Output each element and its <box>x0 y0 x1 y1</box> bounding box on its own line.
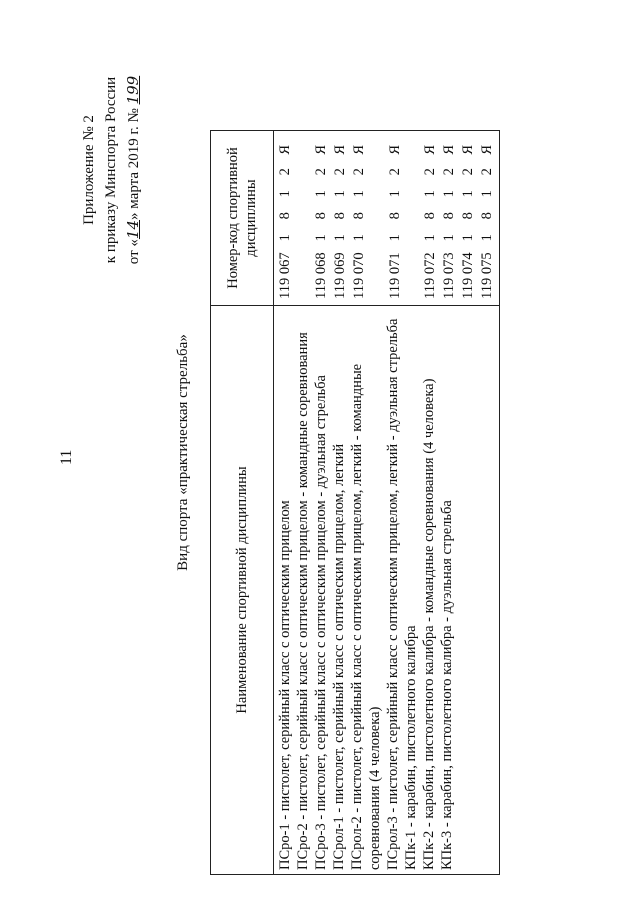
code-part: 8 <box>313 212 329 220</box>
discipline-code <box>350 137 369 299</box>
code-part: 071 <box>387 252 403 275</box>
code-part: 8 <box>441 212 457 220</box>
discipline-name: ПСро-2 - пистолет, серийный класс с оптическим прицелом - командные соревнования <box>295 332 311 870</box>
code-part: 1 <box>277 190 293 198</box>
discipline-code <box>421 137 440 299</box>
discipline-name: КПк-1 - карабин, пистолетного калибра <box>403 625 419 870</box>
code-part: 119 <box>387 277 403 299</box>
code-part: 119 <box>460 277 476 299</box>
code-part: 1 <box>277 234 293 242</box>
code-part: Я <box>351 144 367 155</box>
code-part: 8 <box>422 212 438 220</box>
code-part: 1 <box>479 234 495 242</box>
code-part: 1 <box>332 234 348 242</box>
header-discipline-code: Номер-код спортивной дисциплины <box>211 131 274 306</box>
code-part: 2 <box>332 168 348 176</box>
code-part: 8 <box>387 212 403 220</box>
discipline-name: ПСро-3 - пистолет, серийный класс с оптическим прицелом - дуэльная стрельба <box>313 375 329 870</box>
code-part: 2 <box>313 168 329 176</box>
appendix-title: Приложение № 2 <box>81 115 97 225</box>
code-part: 2 <box>351 168 367 176</box>
discipline-name: ПСро-1 - пистолет, серийный класс с оптическим прицелом <box>277 500 293 870</box>
code-part: 119 <box>277 277 293 299</box>
code-part: 8 <box>351 212 367 220</box>
code-part: 075 <box>479 252 495 275</box>
code-part: 1 <box>479 190 495 198</box>
appendix-block <box>78 10 145 330</box>
code-part: Я <box>387 144 403 155</box>
appendix-order-ref: к приказу Минспорта России <box>103 76 119 264</box>
code-part: 1 <box>441 234 457 242</box>
code-part: 1 <box>422 190 438 198</box>
code-part: 119 <box>422 277 438 299</box>
header-discipline-name: Наименование спортивной дисциплины <box>211 306 274 875</box>
discipline-code <box>331 137 350 299</box>
code-part: 119 <box>351 277 367 299</box>
code-part: 119 <box>313 277 329 299</box>
code-part: 2 <box>441 168 457 176</box>
code-part: 119 <box>479 277 495 299</box>
date-prefix: от « <box>126 239 142 265</box>
code-part: 1 <box>387 190 403 198</box>
code-part: 8 <box>479 212 495 220</box>
code-part: 1 <box>460 234 476 242</box>
discipline-name: ПСрол-1 - пистолет, серийный класс с оптическим прицелом, легкий <box>331 443 347 870</box>
sport-title: Вид спорта «практическая стрельба» <box>175 334 191 571</box>
discipline-name: КПк-3 - карабин, пистолетного калибра - дуэльная стрельба <box>439 500 455 870</box>
code-part: 2 <box>277 168 293 176</box>
appendix-date-line <box>122 10 145 330</box>
code-part: 119 <box>441 277 457 299</box>
code-part: 1 <box>313 234 329 242</box>
discipline-code <box>459 137 478 299</box>
code-part: 069 <box>332 252 348 275</box>
date-middle: » марта 2019 г. № <box>126 108 142 220</box>
disciplines-table <box>210 130 500 875</box>
code-part: Я <box>313 144 329 155</box>
code-part: 1 <box>351 234 367 242</box>
code-part: 072 <box>422 252 438 275</box>
code-part: 1 <box>460 190 476 198</box>
code-part: Я <box>479 144 495 155</box>
discipline-name: КПк-2 - карабин, пистолетного калибра - командные соревнования (4 человека) <box>421 378 437 870</box>
code-part: 1 <box>332 190 348 198</box>
code-part: 2 <box>387 168 403 176</box>
page-number: 11 <box>58 449 75 465</box>
code-part: 2 <box>460 168 476 176</box>
code-part: 119 <box>332 277 348 299</box>
discipline-code <box>312 137 331 299</box>
code-part: 067 <box>277 252 293 275</box>
discipline-code <box>386 137 405 299</box>
discipline-code <box>440 137 459 299</box>
code-part: 1 <box>313 190 329 198</box>
code-part: 074 <box>460 252 476 275</box>
code-part: 2 <box>479 168 495 176</box>
handwritten-order-number: 199 <box>124 75 142 105</box>
handwritten-day: 14 <box>124 219 142 240</box>
code-part: Я <box>422 144 438 155</box>
code-part: Я <box>441 144 457 155</box>
code-part: 2 <box>422 168 438 176</box>
code-part: 1 <box>422 234 438 242</box>
code-part: 1 <box>387 234 403 242</box>
discipline-name: ПСрол-3 - пистолет, серийный класс с оптическим прицелом, легкий - дуэльная стрельба <box>385 318 401 870</box>
code-part: 1 <box>441 190 457 198</box>
code-part: Я <box>332 144 348 155</box>
discipline-code <box>276 137 295 299</box>
code-part: 070 <box>351 252 367 275</box>
discipline-name: ПСрол-2 - пистолет, серийный класс с оптическим прицелом, легкий - командные соревнования (4 человека) <box>349 363 383 870</box>
code-part: Я <box>277 144 293 155</box>
code-part: 8 <box>460 212 476 220</box>
code-part: Я <box>460 144 476 155</box>
table-header-row <box>211 131 274 875</box>
code-part: 8 <box>277 212 293 220</box>
code-part: 073 <box>441 252 457 275</box>
code-part: 068 <box>313 252 329 275</box>
table-row <box>274 131 500 875</box>
code-part: 1 <box>351 190 367 198</box>
code-part: 8 <box>332 212 348 220</box>
discipline-code <box>478 137 497 299</box>
